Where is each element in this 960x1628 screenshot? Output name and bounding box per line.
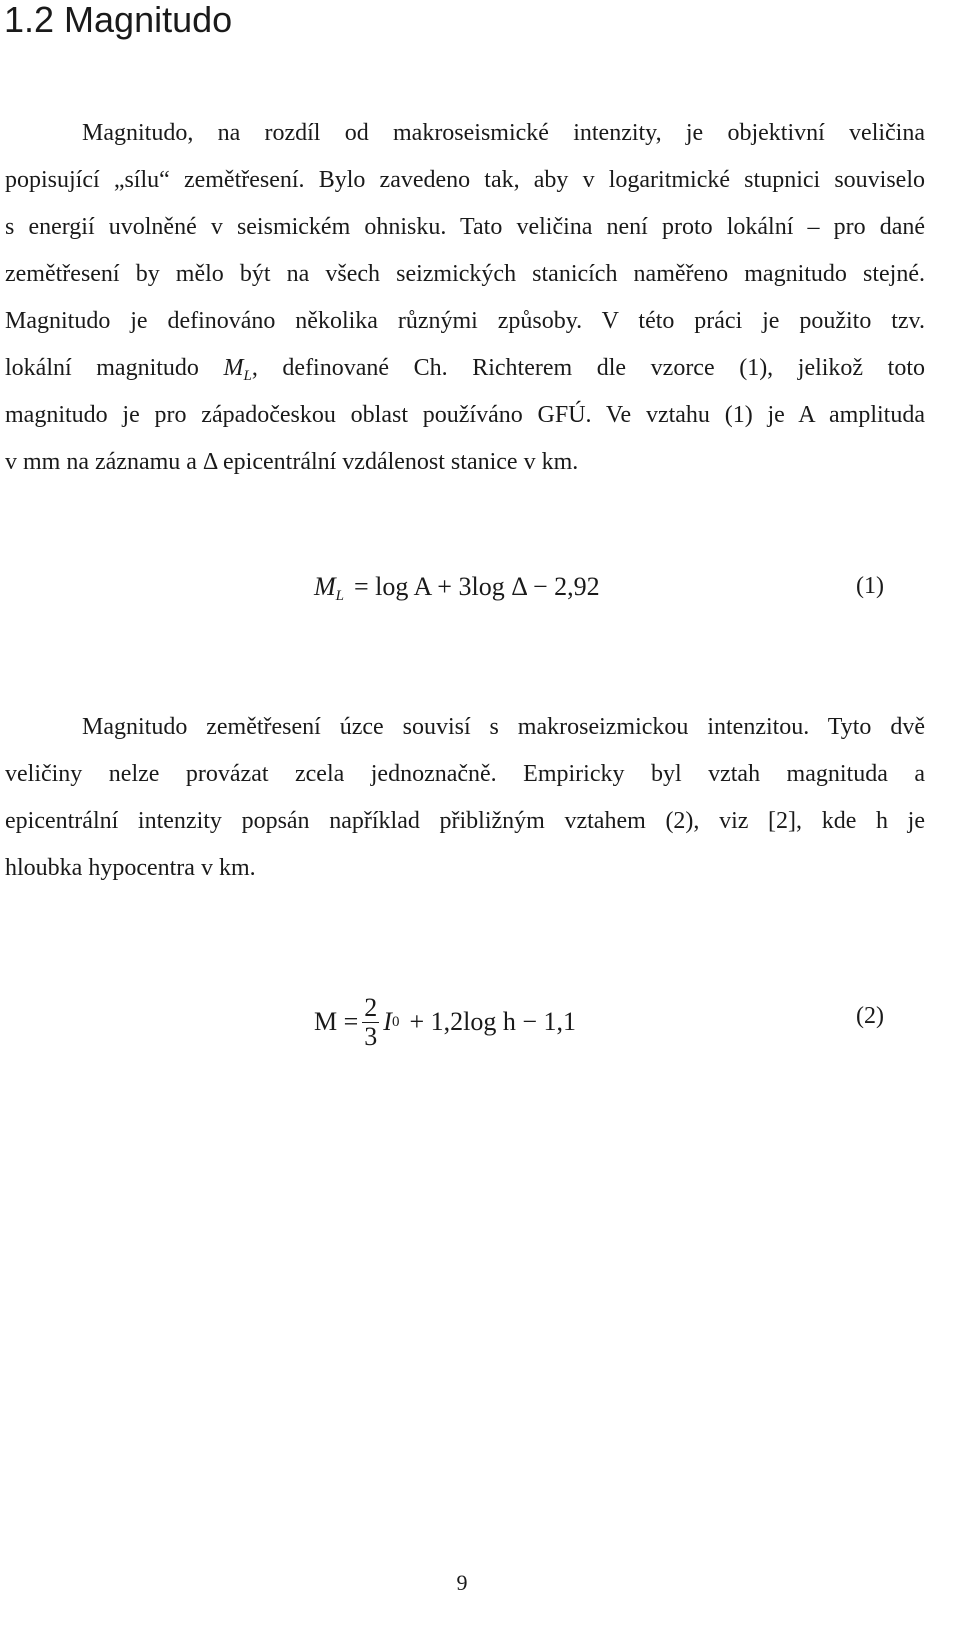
equation-2 bbox=[0, 982, 960, 1062]
subscript-l: L bbox=[243, 368, 252, 384]
equation-1 bbox=[0, 572, 960, 612]
eq2-fraction-numerator: 2 bbox=[364, 992, 378, 1022]
paragraph-2 bbox=[5, 704, 925, 892]
paragraph-1-line: popisující „sílu“ zemětřesení. Bylo zavedeno tak, aby v logaritmické stupnici souviselo bbox=[5, 167, 925, 193]
paragraph-2-line: hloubka hypocentra v km. bbox=[5, 855, 256, 881]
paragraph-2-line: Magnitudo zemětřesení úzce souvisí s makroseizmickou intenzitou. Tyto dvě bbox=[82, 714, 925, 740]
paragraph-1-line: s energií uvolněné v seismickém ohnisku. Tato veličina není proto lokální – pro dané bbox=[5, 214, 925, 240]
equation-2-formula bbox=[314, 982, 576, 1062]
equation-1-formula bbox=[314, 572, 600, 605]
section-title: 1.2 Magnitudo bbox=[4, 0, 233, 40]
paragraph-1-line: Magnitudo je definováno několika různými způsoby. V této práci je použito tzv. bbox=[5, 308, 925, 334]
eq1-lhs-sub: L bbox=[335, 588, 345, 604]
eq2-fraction-denominator: 3 bbox=[364, 1021, 378, 1051]
paragraph-1-line: zemětřesení by mělo být na všech seizmických stanicích naměřeno magnitudo stejné. bbox=[5, 261, 925, 287]
paragraph-1-line: magnitudo je pro západočeskou oblast používáno GFÚ. Ve vztahu (1) je A amplituda bbox=[5, 402, 925, 428]
paragraph-2-line: veličiny nelze provázat zcela jednoznačně. Empiricky byl vztah magnituda a bbox=[5, 761, 925, 787]
equation-2-number: (2) bbox=[856, 1003, 884, 1029]
paragraph-1-line: v mm na záznamu a Δ epicentrální vzdálenost stanice v km. bbox=[5, 449, 579, 475]
paragraph-2-line: epicentrální intenzity popsán například přibližným vztahem (2), viz [2], kde h je bbox=[5, 808, 925, 834]
eq2-fraction bbox=[362, 994, 379, 1051]
line-text: , definované Ch. Richterem dle vzorce (1), jelikož toto bbox=[251, 355, 925, 381]
paragraph-1-line-magnitude bbox=[5, 345, 925, 392]
page-number: 9 bbox=[456, 1570, 468, 1595]
equation-1-number: (1) bbox=[856, 573, 884, 599]
eq2-lhs: M = bbox=[314, 1007, 359, 1036]
paragraph-1-line: Magnitudo, na rozdíl od makroseismické intenzity, je objektivní veličina bbox=[82, 120, 925, 146]
eq1-rhs: = log A + 3log Δ − 2,92 bbox=[354, 572, 600, 601]
eq2-var-sub: 0 bbox=[391, 1013, 400, 1030]
paragraph-1 bbox=[5, 110, 925, 486]
eq1-lhs: M bbox=[314, 572, 336, 601]
eq2-rest: + 1,2log h − 1,1 bbox=[409, 1007, 577, 1036]
symbol-m: M bbox=[223, 355, 244, 381]
eq2-var: I bbox=[383, 1007, 392, 1036]
line-text: lokální magnitudo bbox=[5, 355, 224, 381]
